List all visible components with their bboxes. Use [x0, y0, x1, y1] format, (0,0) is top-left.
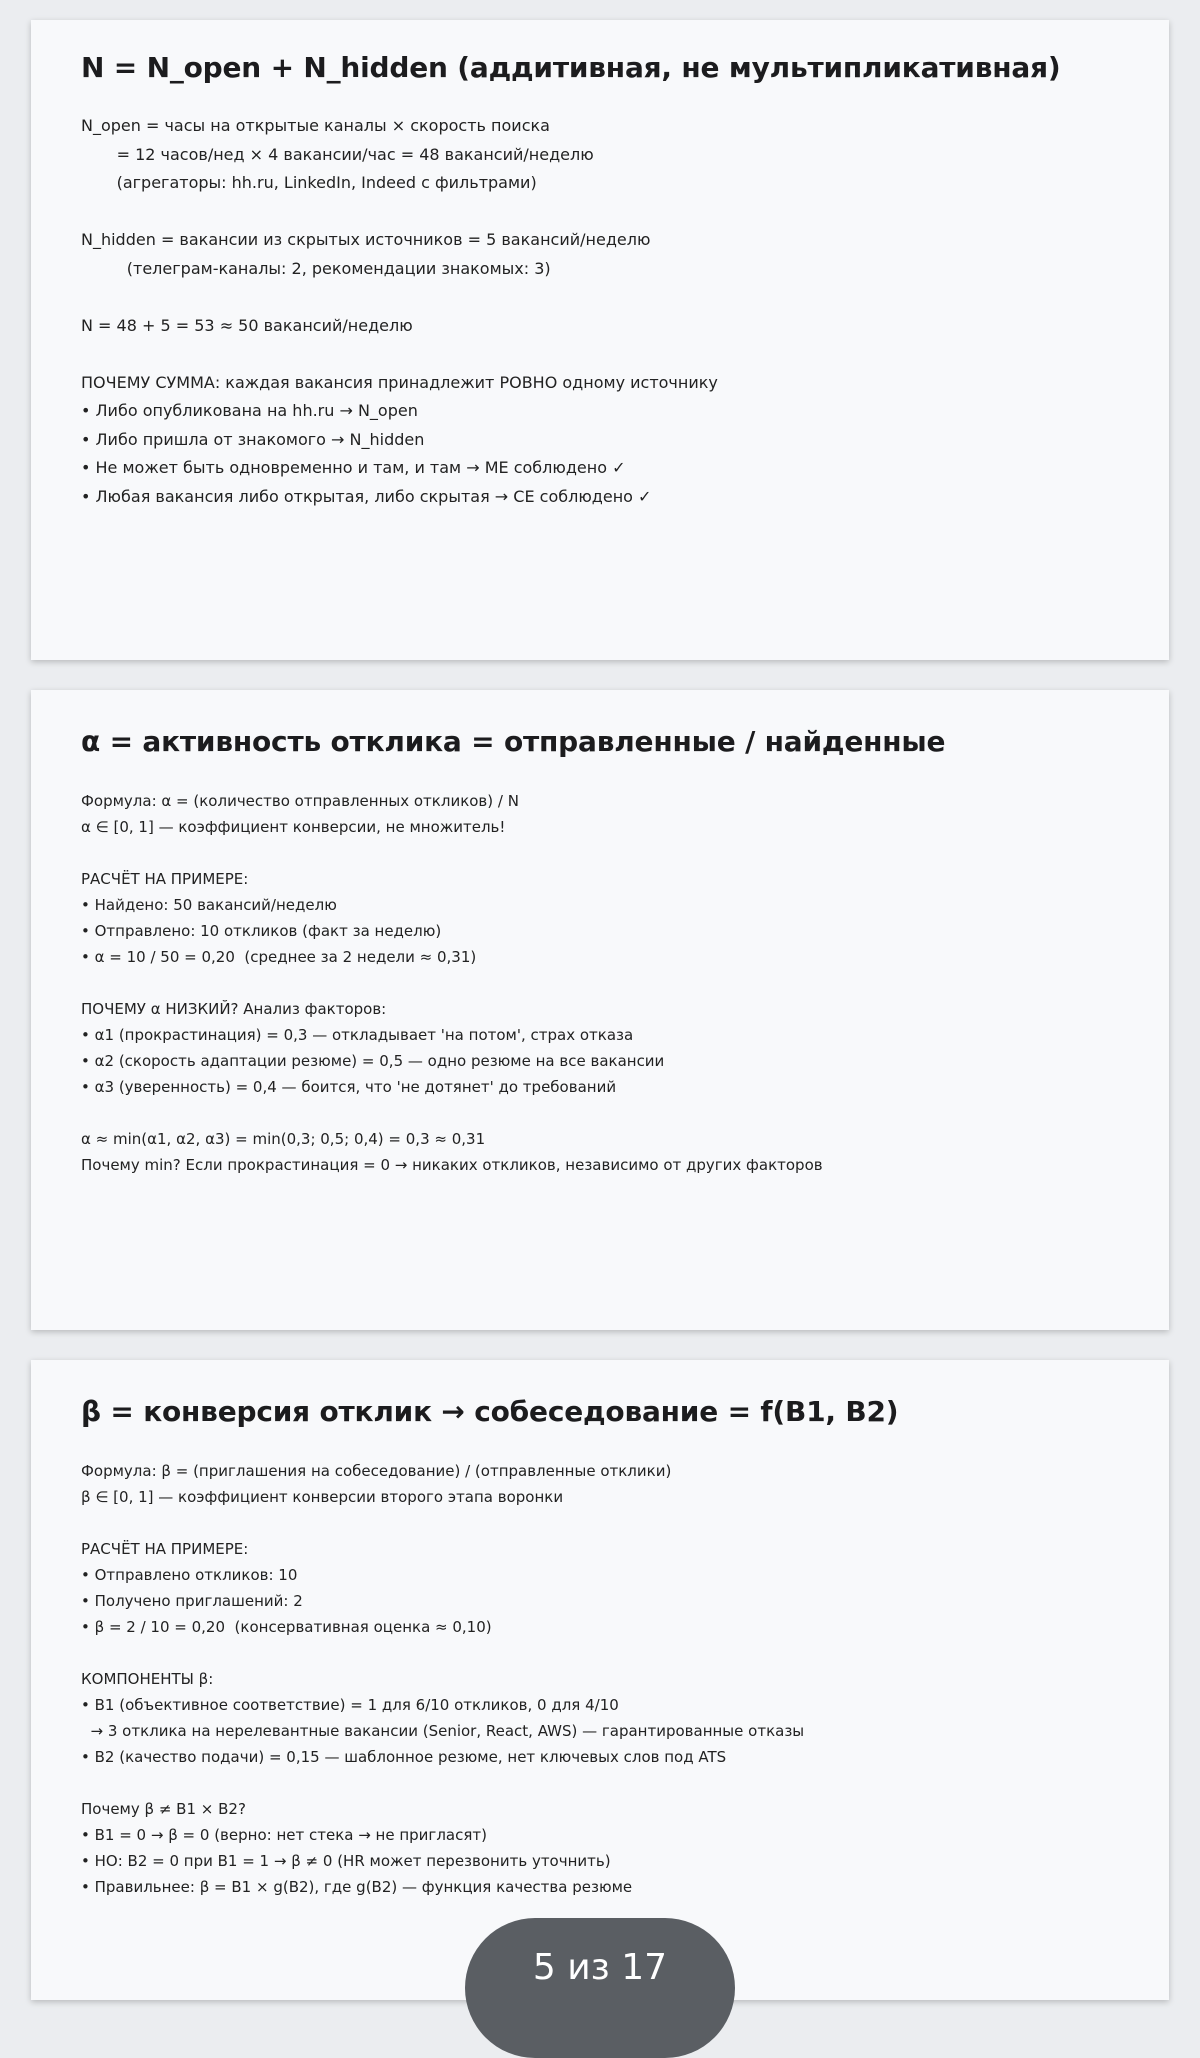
slide-title: β = конверсия отклик → собеседование = f(B1, B2): [81, 1395, 899, 1428]
slide-body: [81, 788, 1119, 1178]
text-line: • Получено приглашений: 2: [81, 1592, 303, 1611]
text-line: α ∈ [0, 1] — коэффициент конверсии, не множитель!: [81, 818, 506, 837]
text-line: (агрегаторы: hh.ru, LinkedIn, Indeed с фильтрами): [81, 173, 537, 193]
slide-body: [81, 1458, 1119, 1900]
text-line: [81, 340, 1119, 369]
text-line: • B2 (качество подачи) = 0,15 — шаблонное резюме, нет ключевых слов под ATS: [81, 1748, 727, 1767]
text-line: β ∈ [0, 1] — коэффициент конверсии второго этапа воронки: [81, 1488, 564, 1507]
text-line: [81, 198, 1119, 227]
page-indicator[interactable]: 5 из 17: [465, 1918, 735, 2058]
text-line: • α2 (скорость адаптации резюме) = 0,5 — одно резюме на все вакансии: [81, 1052, 665, 1071]
text-line: • B1 = 0 → β = 0 (верно: нет стека → не пригласят): [81, 1826, 487, 1845]
text-line: N = 48 + 5 = 53 ≈ 50 вакансий/неделю: [81, 315, 413, 335]
text-line: • Либо опубликована на hh.ru → N_open: [81, 401, 418, 421]
text-line: • Отправлено откликов: 10: [81, 1566, 298, 1585]
text-line: • Либо пришла от знакомого → N_hidden: [81, 429, 425, 449]
text-line: → 3 отклика на нерелевантные вакансии (Senior, React, AWS) — гарантированные отказы: [81, 1722, 805, 1741]
text-line: [81, 1770, 1119, 1796]
text-line: • Отправлено: 10 откликов (факт за неделю): [81, 922, 442, 941]
text-line: N_open = часы на открытые каналы × скорость поиска: [81, 116, 550, 136]
text-line: [81, 970, 1119, 996]
text-line: Почему β ≠ B1 × B2?: [81, 1800, 246, 1819]
text-line: [81, 283, 1119, 312]
text-line: КОМПОНЕНТЫ β:: [81, 1670, 214, 1689]
text-line: • Правильнее: β = B1 × g(B2), где g(B2) — функция качества резюме: [81, 1878, 633, 1897]
text-line: [81, 840, 1119, 866]
text-line: ПОЧЕМУ СУММА: каждая вакансия принадлежит РОВНО одному источнику: [81, 372, 718, 392]
text-line: α ≈ min(α1, α2, α3) = min(0,3; 0,5; 0,4) = 0,3 ≈ 0,31: [81, 1130, 486, 1149]
slide-n-formula: [31, 20, 1169, 660]
text-line: • α3 (уверенность) = 0,4 — боится, что 'не дотянет' до требований: [81, 1078, 617, 1097]
text-line: [81, 1510, 1119, 1536]
text-line: • Не может быть одновременно и там, и там → ME соблюдено ✓: [81, 458, 626, 478]
text-line: • α = 10 / 50 = 0,20 (среднее за 2 недели ≈ 0,31): [81, 948, 477, 967]
text-line: ПОЧЕМУ α НИЗКИЙ? Анализ факторов:: [81, 1000, 387, 1019]
text-line: РАСЧЁТ НА ПРИМЕРЕ:: [81, 870, 249, 889]
text-line: • β = 2 / 10 = 0,20 (консервативная оценка ≈ 0,10): [81, 1618, 492, 1637]
text-line: Почему min? Если прокрастинация = 0 → никаких откликов, независимо от других факторов: [81, 1156, 823, 1175]
slide-alpha: [31, 690, 1169, 1330]
text-line: • НО: B2 = 0 при B1 = 1 → β ≠ 0 (HR может перезвонить уточнить): [81, 1852, 611, 1871]
text-line: Формула: α = (количество отправленных откликов) / N: [81, 792, 519, 811]
slide-beta: [31, 1360, 1169, 2000]
slide-body: [81, 112, 1119, 511]
text-line: [81, 1640, 1119, 1666]
text-line: • Найдено: 50 вакансий/неделю: [81, 896, 337, 915]
text-line: N_hidden = вакансии из скрытых источников = 5 вакансий/неделю: [81, 230, 651, 250]
text-line: • B1 (объективное соответствие) = 1 для 6/10 откликов, 0 для 4/10: [81, 1696, 619, 1715]
text-line: (телеграм-каналы: 2, рекомендации знакомых: 3): [81, 258, 551, 278]
slide-title: α = активность отклика = отправленные / найденные: [81, 725, 946, 758]
text-line: [81, 1100, 1119, 1126]
text-line: = 12 часов/нед × 4 вакансии/час = 48 вакансий/неделю: [81, 144, 594, 164]
text-line: • α1 (прокрастинация) = 0,3 — откладывает 'на потом', страх отказа: [81, 1026, 634, 1045]
text-line: РАСЧЁТ НА ПРИМЕРЕ:: [81, 1540, 249, 1559]
text-line: Формула: β = (приглашения на собеседование) / (отправленные отклики): [81, 1462, 672, 1481]
slide-title: N = N_open + N_hidden (аддитивная, не мультипликативная): [81, 51, 1061, 84]
text-line: • Любая вакансия либо открытая, либо скрытая → CE соблюдено ✓: [81, 486, 652, 506]
